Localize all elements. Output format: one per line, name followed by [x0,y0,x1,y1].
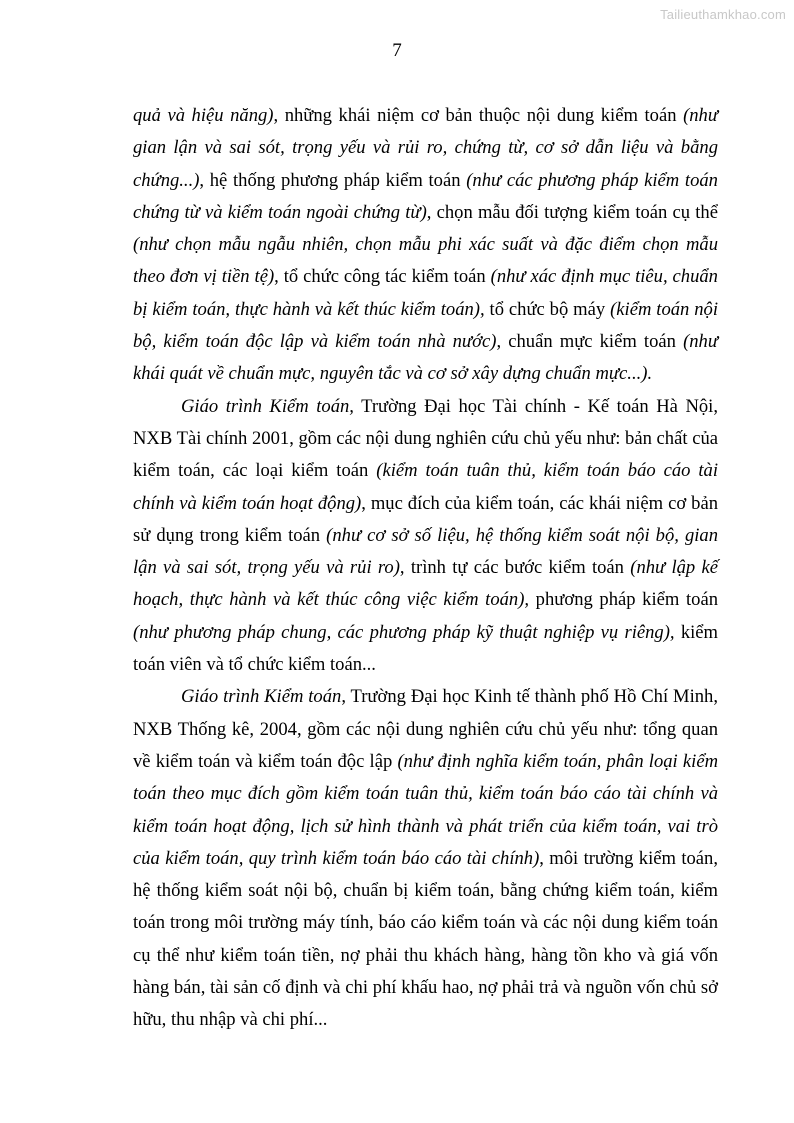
text-segment: Trường Đại học Tài chính - Kế toán Hà Nội, NXB Tài chính 2001, gồm các nội dung nghiên cứu chủ yếu như: bản chất của kiểm toán, các loại kiểm toán [133,395,718,482]
text-segment: (như các phương pháp kiểm toán chứng từ và kiểm toán ngoài chứng từ) [133,169,718,223]
text-segment: , Trường Đại học Kinh tế thành phố Hồ Chí Minh, NXB Thống kê, 2004, gồm các nội dung nghiên cứu chủ yếu như: tổng quan về kiểm toán và kiểm toán độc lập [133,686,718,772]
text-segment: , mục đích của kiểm toán, các khái niệm cơ bản sử dụng trong kiểm toán [133,492,718,546]
paragraph-1 [133,100,718,391]
paragraph-3 [133,681,718,1036]
text-segment: (như phương pháp chung, các phương pháp kỹ thuật nghiệp vụ riêng), [133,621,675,643]
text-segment: , hệ thống phương pháp kiểm toán [199,169,467,191]
text-segment: phương pháp kiểm toán [529,589,718,611]
page-number: 7 [392,40,402,61]
text-segment: kiểm toán viên và tổ chức kiểm toán... [133,621,719,676]
text-segment: (như định nghĩa kiểm toán, phân loại kiểm toán theo mục đích gồm kiểm toán tuân thủ, kiểm toán báo cáo tài chính và kiểm toán hoạt động, lịch sử hình thành và phát triển của kiểm toán, vai trò của kiểm toán, quy trình kiểm toán báo cáo tài chính) [133,750,718,869]
text-segment: (kiểm toán tuân thủ, kiểm toán báo cáo tài chính và kiểm toán hoạt động) [133,460,719,514]
text-segment: (như chọn mẫu ngẫu nhiên, chọn mẫu phi xác suất và đặc điểm chọn mẫu theo đơn vị tiền tệ) [133,234,718,288]
text-segment: , những khái niệm cơ bản thuộc nội dung kiểm toán [273,105,684,126]
paragraph-2 [133,391,718,682]
text-segment: (như khái quát về chuẩn mực, nguyên tắc và cơ sở xây dựng chuẩn mực...). [133,331,718,385]
text-segment: (như gian lận và sai sót, trọng yếu và rủi ro, chứng từ, cơ sở dẫn liệu và bằng chứng...) [133,105,718,191]
text-segment: tổ chức bộ máy [484,298,611,320]
text-segment: , chọn mẫu đối tượng kiểm toán cụ thể [426,201,718,223]
text-segment: , chuẩn mực kiểm toán [496,331,684,353]
text-segment: (kiểm toán nội bộ, kiểm toán độc lập và kiểm toán nhà nước) [133,298,718,353]
text-segment: quả và hiệu năng) [133,105,274,126]
text-segment: (như cơ sở số liệu, hệ thống kiểm soát nội bộ, gian lận và sai sót, trọng yếu và rủi ro) [133,524,718,579]
text-segment: Giáo trình Kiểm toán, [181,395,354,417]
text-segment: , môi trường kiểm toán, hệ thống kiểm soát nội bộ, chuẩn bị kiểm toán, bằng chứng kiểm toán, kiểm toán trong môi trường máy tính, báo cáo kiểm toán và các nội dung kiểm toán cụ thể như kiểm toán tiền, nợ phải thu khách hàng, hàng tồn kho và giá vốn hàng bán, tài sản cố định và chi phí khấu hao, nợ phải trả và nguồn vốn chủ sở hữu, thu nhập và chi phí... [133,847,718,1031]
text-segment: , trình tự các bước kiểm toán [399,557,631,579]
watermark-text: Tailieuthamkhao.com [660,7,786,22]
text-segment: Giáo trình Kiểm toán [181,686,342,708]
text-segment: (như lập kế hoạch, thực hành và kết thúc công việc kiểm toán), [133,557,718,611]
document-body [133,100,718,1037]
text-segment: , tổ chức công tác kiểm toán [274,266,491,288]
text-segment: (như xác định mục tiêu, chuẩn bị kiểm toán, thực hành và kết thúc kiểm toán), [133,266,718,320]
